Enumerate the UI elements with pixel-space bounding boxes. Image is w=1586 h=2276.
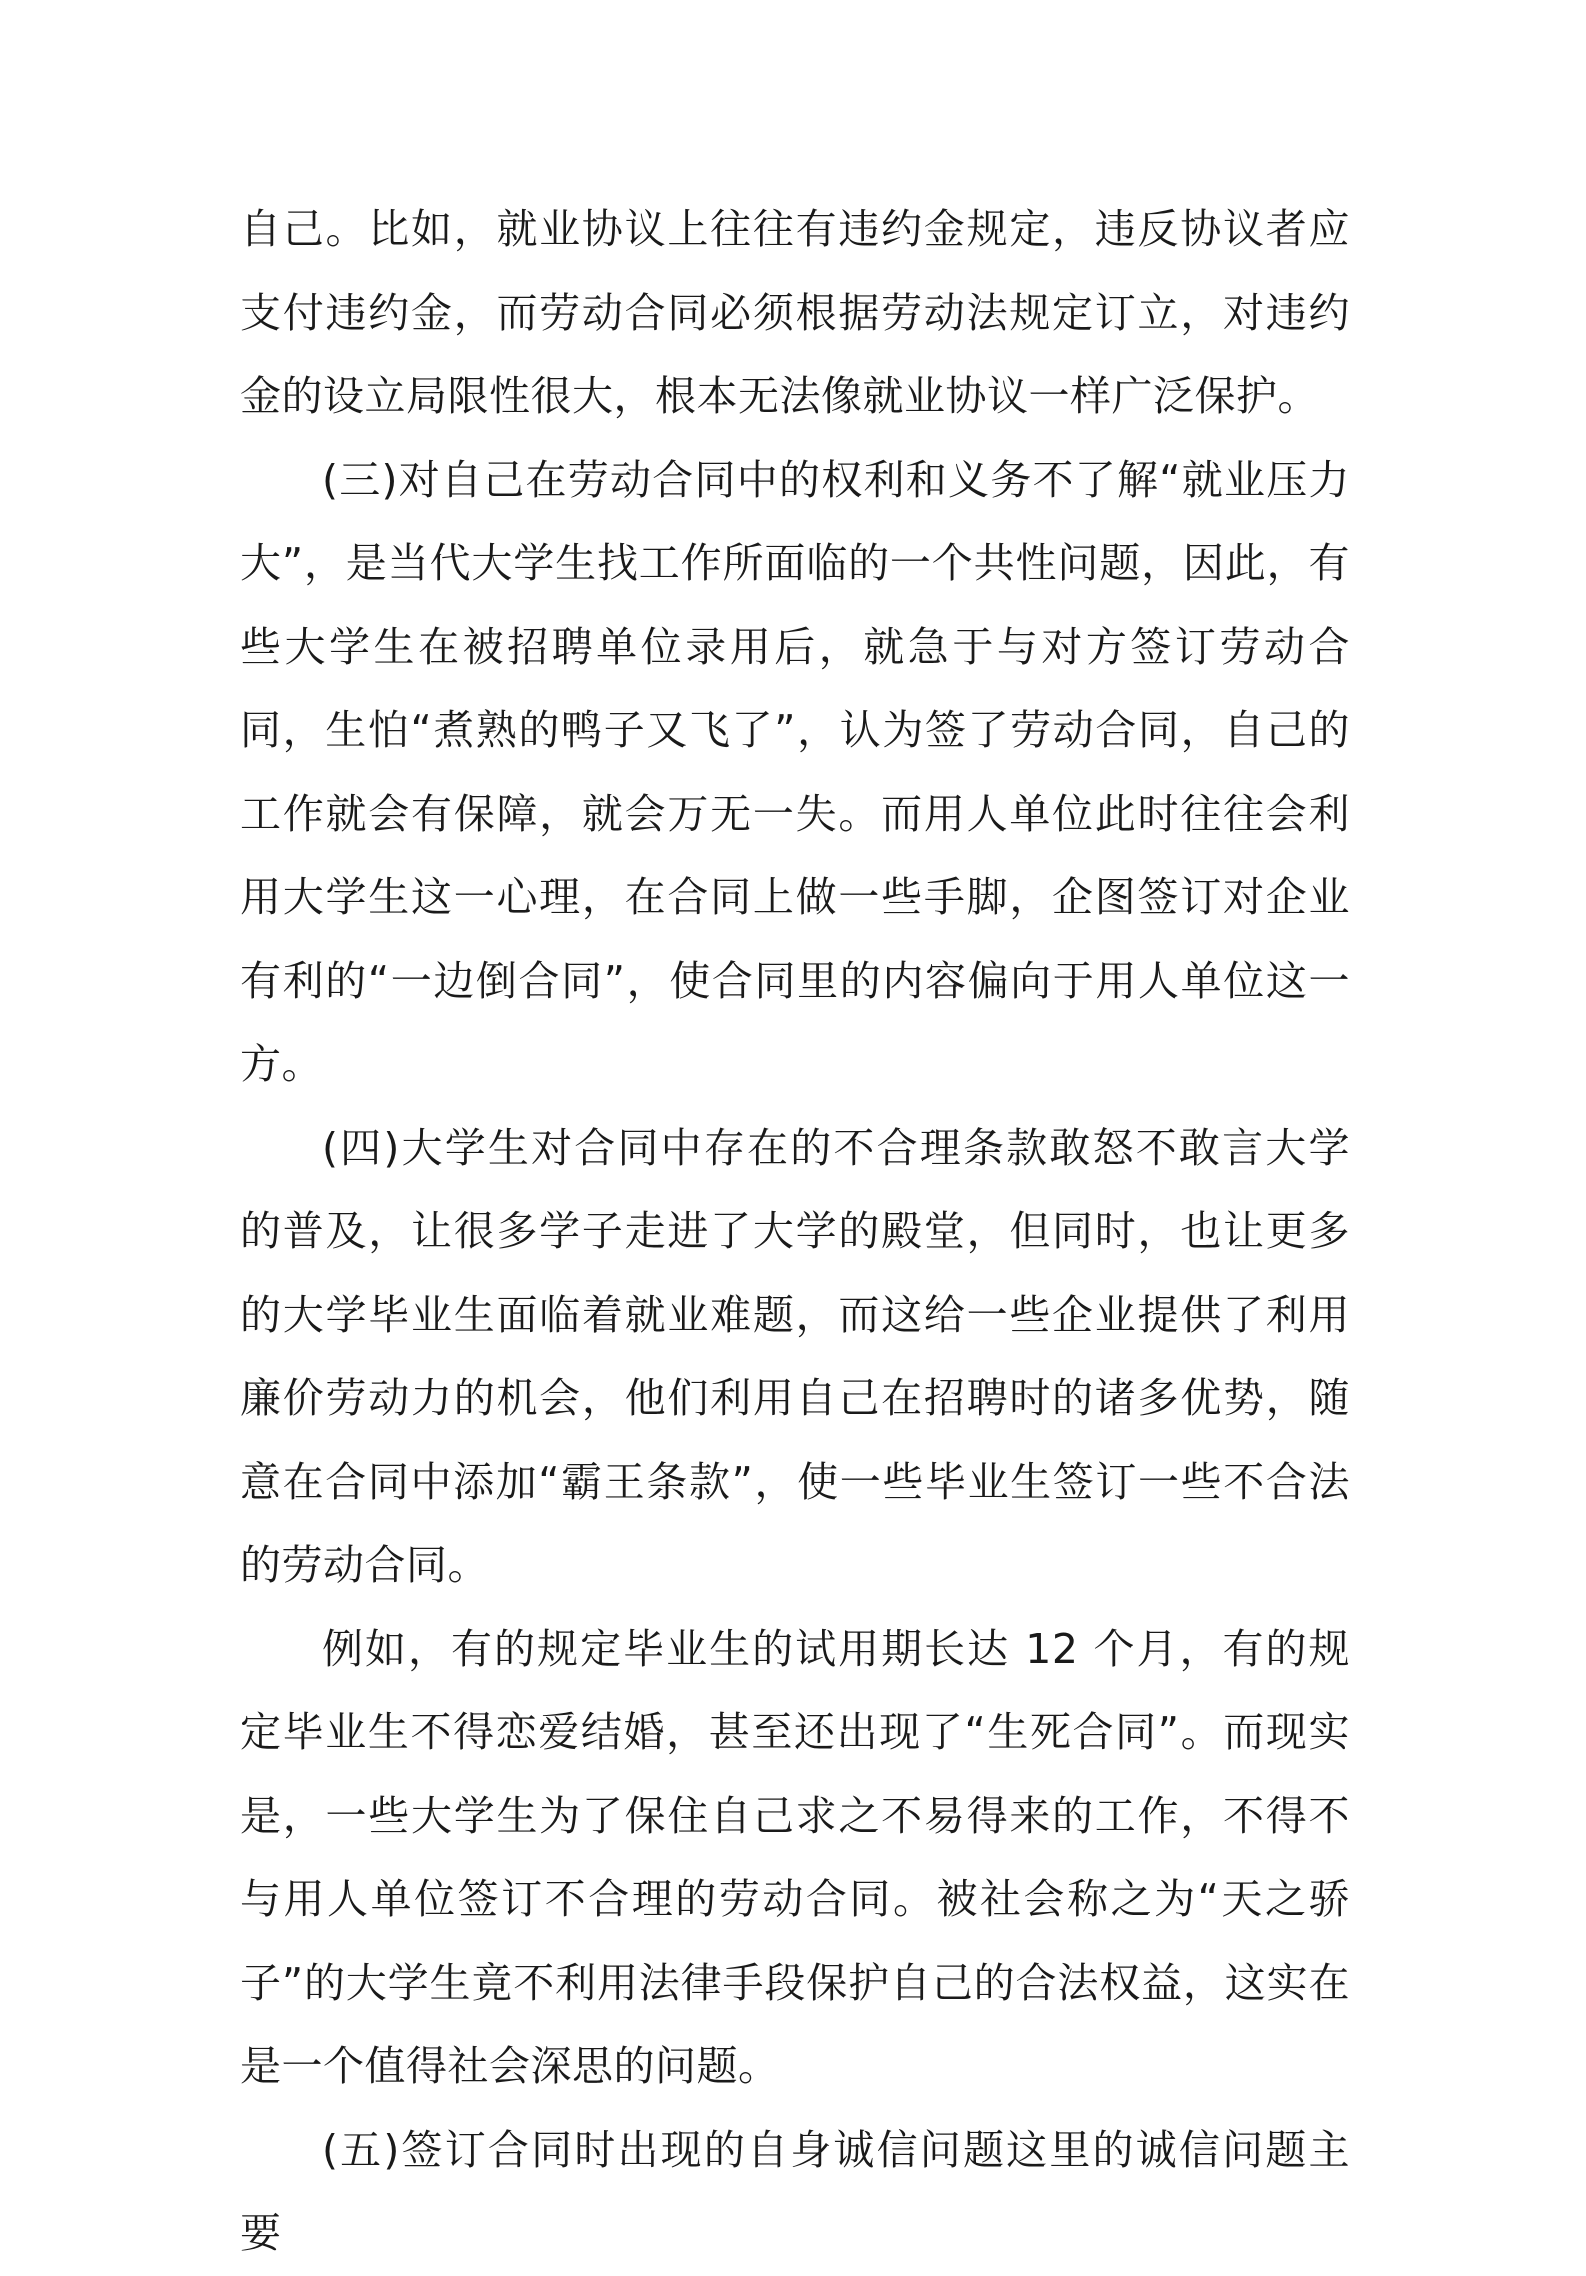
document-body [240, 188, 1350, 2276]
paragraph-section-5: (五)签订合同时出现的自身诚信问题这里的诚信问题主要 [240, 2125, 1350, 2257]
paragraph-section-3: (三)对自己在劳动合同中的权利和义务不了解“就业压力大”，是当代大学生找工作所面临的一个共性问题，因此，有些大学生在被招聘单位录用后，就急于与对方签订劳动合同，生怕“煮熟的鸭子又飞了”，认为签了劳动合同，自己的工作就会有保障，就会万无一失。而用人单位此时往往会利用大学生这一心理，在合同上做一些手脚，企图签订对企业有利的“一边倒合同”，使合同里的内容偏向于用人单位这一方。 [240, 455, 1350, 1088]
paragraph-example: 例如，有的规定毕业生的试用期长达 12 个月，有的规定毕业生不得恋爱结婚，甚至还出现了“生死合同”。而现实是，一些大学生为了保住自己求之不易得来的工作，不得不与用人单位签订不合理的劳动合同。被社会称之为“天之骄子”的大学生竟不利用法律手段保护自己的合法权益，这实在是一个值得社会深思的问题。 [240, 1624, 1350, 2090]
paragraph-continuation: 自己。比如，就业协议上往往有违约金规定，违反协议者应支付违约金，而劳动合同必须根据劳动法规定订立，对违约金的设立局限性很大，根本无法像就业协议一样广泛保护。 [240, 205, 1350, 420]
paragraph-section-4: (四)大学生对合同中存在的不合理条款敢怒不敢言大学的普及，让很多学子走进了大学的殿堂，但同时，也让更多的大学毕业生面临着就业难题，而这给一些企业提供了利用廉价劳动力的机会，他们利用自己在招聘时的诸多优势，随意在合同中添加“霸王条款”，使一些毕业生签订一些不合法的劳动合同。 [240, 1123, 1350, 1589]
